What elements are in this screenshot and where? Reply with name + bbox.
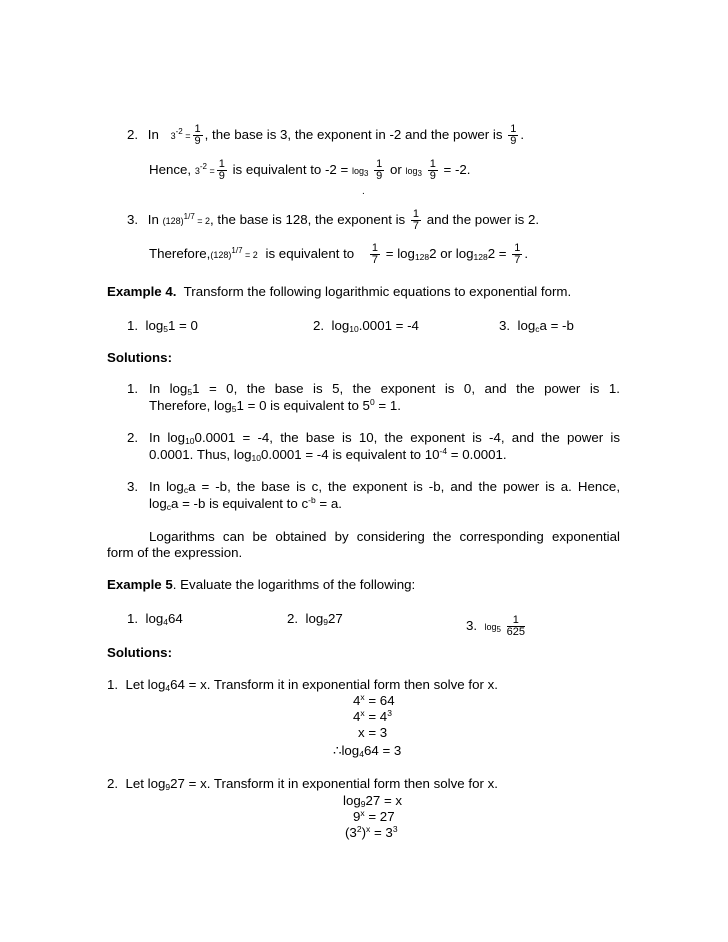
fraction: $\frac{1}{7}$ — [371, 242, 379, 266]
example4-problem-1: 1. $\log_51 = 0$ — [127, 318, 198, 334]
solution-3-line1: In $\log_ca = -b$, the base is c, the exponent is -b, and the power is a. Hence, — [149, 479, 621, 495]
example5-problem-2: 2. $\log_927$ — [287, 611, 343, 627]
math-expression: $3^{-2}$ = — [170, 127, 191, 142]
fraction: $\frac{1}{9}$ — [429, 158, 436, 182]
fraction: $\frac{1}{625}$ — [506, 613, 526, 638]
example4-heading: Example 4. Transform the following logarithmic equations to exponential form. — [107, 284, 572, 299]
solution-3-line2: $\log_ca = -b$ is equivalent to $c^{-b} = a$. — [149, 495, 342, 512]
equation: $\therefore\log_464 = 3$ — [333, 743, 402, 759]
solutions-heading-1: Solutions: — [107, 350, 172, 365]
list-number: 3. — [127, 479, 139, 494]
solution-step-2: 2. Let $\log_927 = x$. Transform it in exponential form then solve for x. — [107, 776, 498, 792]
example4-problem-2: 2. $\log_{10}.0001 = -4$ — [313, 318, 419, 334]
example5-heading: Example 5. Evaluate the logarithms of the following: — [107, 577, 416, 592]
math-expression: $(128)^{1/7} = 2$ — [162, 212, 211, 227]
fraction: $\frac{1}{7}$ — [514, 242, 521, 266]
list-number: 1. — [127, 381, 139, 396]
equation: $4^x = 64$ — [353, 692, 395, 708]
fraction: $\frac{1}{9}$ — [376, 158, 383, 182]
equation: $4^x = 4^3$ — [353, 708, 392, 724]
fraction: $\frac{1}{9}$ — [218, 158, 225, 182]
equation: x = 3 — [358, 725, 388, 740]
equation: $(3^2)^x = 3^3$ — [345, 824, 398, 840]
solution-1-line1: In $\log_51 = 0$, the base is 5, the exponent is 0, and the power is 1. — [149, 381, 620, 397]
item2-line2: Hence, $3^{-2}$ = $\frac{1}{9}$ is equivalent to $-2 = \log_3$ $\frac{1}{9}$ or $\log_3$ $\frac{1}{9}$ = -2. — [149, 158, 471, 182]
solution-2-line2: 0.0001. Thus, $\log_{10}0.0001 = -4$ is equivalent to $10^{-4} = 0.0001$. — [149, 446, 507, 463]
item3-line2: $Therefore,(128)^{1/7} = 2$ is equivalent to $\frac{1}{7}$ = $\log_{128}2$ or $\log_{128}2$ = $\frac{1}{7}$ . — [149, 242, 529, 266]
example5-problem-3: 3. $\log_5$ $\frac{1}{625}$ — [466, 613, 526, 638]
list-number: 3. — [127, 212, 139, 228]
solution-step-1: 1. Let $\log_464 = x$. Transform it in exponential form then solve for x. — [107, 677, 498, 693]
item3-line1: 3. In $(128)^{1/7} = 2$, the base is 128, the exponent is $\frac{1}{7}$ and the power is 2. — [127, 208, 540, 232]
solution-2-line1: In $\log_{10}0.0001 = -4$, the base is 10, the exponent is -4, and the power is — [149, 430, 620, 446]
fraction: $\frac{1}{9}$ — [510, 123, 517, 147]
example4-problem-3: 3. $\log_ca = -b$ — [499, 318, 574, 334]
stray-dot: . — [362, 186, 365, 197]
equation: $9^x = 27$ — [353, 808, 395, 824]
item2-line1: 2. In $3^{-2}$ = $\frac{1}{9}$ , the base is 3, the exponent in -2 and the power is $\frac{1}{9}$ . — [127, 123, 525, 147]
paragraph-line1: Logarithms can be obtained by considering the corresponding exponential — [149, 529, 620, 544]
example5-problem-1: 1. $\log_464$ — [127, 611, 183, 627]
list-number: 2. — [127, 127, 139, 143]
fraction: $\frac{1}{7}$ — [412, 208, 420, 232]
solution-1-line2: Therefore, $\log_51 = 0$ is equivalent to $5^0 = 1$. — [149, 397, 401, 414]
fraction: $\frac{1}{9}$ — [194, 123, 201, 147]
list-number: 2. — [127, 430, 139, 445]
solutions-heading-2: Solutions: — [107, 645, 172, 660]
math-expression: $3^{-2}$ = — [194, 162, 215, 177]
paragraph-line2: form of the expression. — [107, 545, 243, 560]
equation: $\log_927 = x$ — [343, 793, 403, 809]
